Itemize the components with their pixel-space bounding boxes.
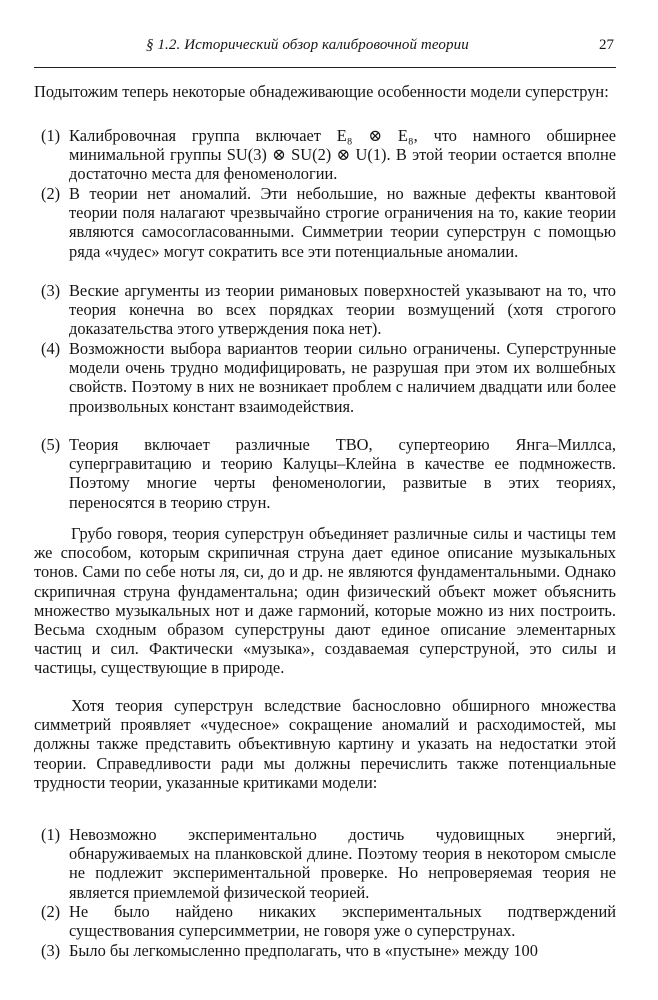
advantage-item — [41, 339, 616, 416]
running-header — [34, 37, 616, 68]
item-text: В теории нет аномалий. Эти небольшие, но важные дефекты квантовой теории поля налагают чрезвычайно строгие ограничения на то, какие теории являются самосогласованными. Симметрии теории суперструн с помощью ряда «чудес» могут сократить все эти потенциальные аномалии. — [69, 184, 616, 261]
item-number: (1) — [41, 126, 61, 145]
item-number: (2) — [41, 902, 61, 921]
difficulty-item — [41, 902, 616, 940]
body-paragraph-2: Хотя теория суперструн вследствие баснословно обширного множества симметрий проявляет «чудесное» сокращение аномалий и расходимостей, мы должны также представить объективную картину и указать на недостатки этой теории. Справедливости ради мы должны перечислить также потенциальные трудности теории, указанные критиками модели: — [34, 696, 616, 792]
item-text: Теория включает различные ТВО, супертеорию Янга–Миллса, супергравитацию и теорию Калуцы–Клейна в качестве ее подмножеств. Поэтому многие черты феноменологии, развитые в этих теориях, переносятся в теорию струн. — [69, 435, 616, 512]
section-title: § 1.2. Исторический обзор калибровочной теории — [146, 37, 469, 53]
item-text: Возможности выбора вариантов теории сильно ограничены. Суперструнные модели очень трудно модифицировать, не разрушая при этом их волшебных свойств. Поэтому в них не возникает проблем с наличием двадцати или более произвольных констант взаимодействия. — [69, 339, 616, 416]
advantage-item — [41, 435, 616, 512]
page-number: 27 — [599, 37, 614, 53]
item-number: (1) — [41, 825, 61, 844]
item-text: Было бы легкомысленно предполагать, что в «пустыне» между 100 — [69, 941, 538, 960]
item-number: (5) — [41, 435, 61, 454]
advantage-item — [41, 184, 616, 261]
item-text: Веские аргументы из теории римановых поверхностей указывают на то, что теория конечна во всех порядках теории возмущений (хотя строгого доказательства этого утверждения пока нет). — [69, 281, 616, 339]
item-number: (3) — [41, 281, 61, 300]
item-text: Не было найдено никаких экспериментальных подтверждений существования суперсимметрии, не говоря уже о суперструнах. — [69, 902, 616, 941]
item-number: (4) — [41, 339, 61, 358]
item-number: (2) — [41, 184, 61, 203]
item-text: Калибровочная группа включает E₈ ⊗ E₈, что намного обширнее минимальной группы SU(3) ⊗ SU(2) ⊗ U(1). В этой теории остается вполне достаточно места для феноменологии. — [69, 126, 616, 184]
item-text: Невозможно экспериментально достичь чудовищных энергий, обнаруживаемых на планковской длине. Поэтому теория в некотором смысле не подлежит экспериментальной проверке. Но непроверяемая теория не является приемлемой физической теорией. — [69, 825, 616, 902]
intro-paragraph: Подытожим теперь некоторые обнадеживающие особенности модели суперструн: — [34, 82, 609, 101]
item-number: (3) — [41, 941, 61, 960]
difficulty-item — [41, 825, 616, 902]
advantage-item — [41, 281, 616, 339]
advantage-item — [41, 126, 616, 184]
body-paragraph-1: Грубо говоря, теория суперструн объединяет различные силы и частицы тем же способом, которым скрипичная струна дает единое описание музыкальных тонов. Сами по себе ноты ля, си, до и др. не являются фундаментальными. Однако скрипичная струна фундаментальна; один физический объект может объяснить множество музыкальных нот и даже гармоний, которые можно из них построить. Весьма сходным образом суперструны дают единое описание элементарных частиц и сил. Фактически «музыка», создаваемая суперструной, это силы и частицы, существующие в природе. — [34, 524, 616, 678]
difficulty-item — [41, 941, 616, 960]
